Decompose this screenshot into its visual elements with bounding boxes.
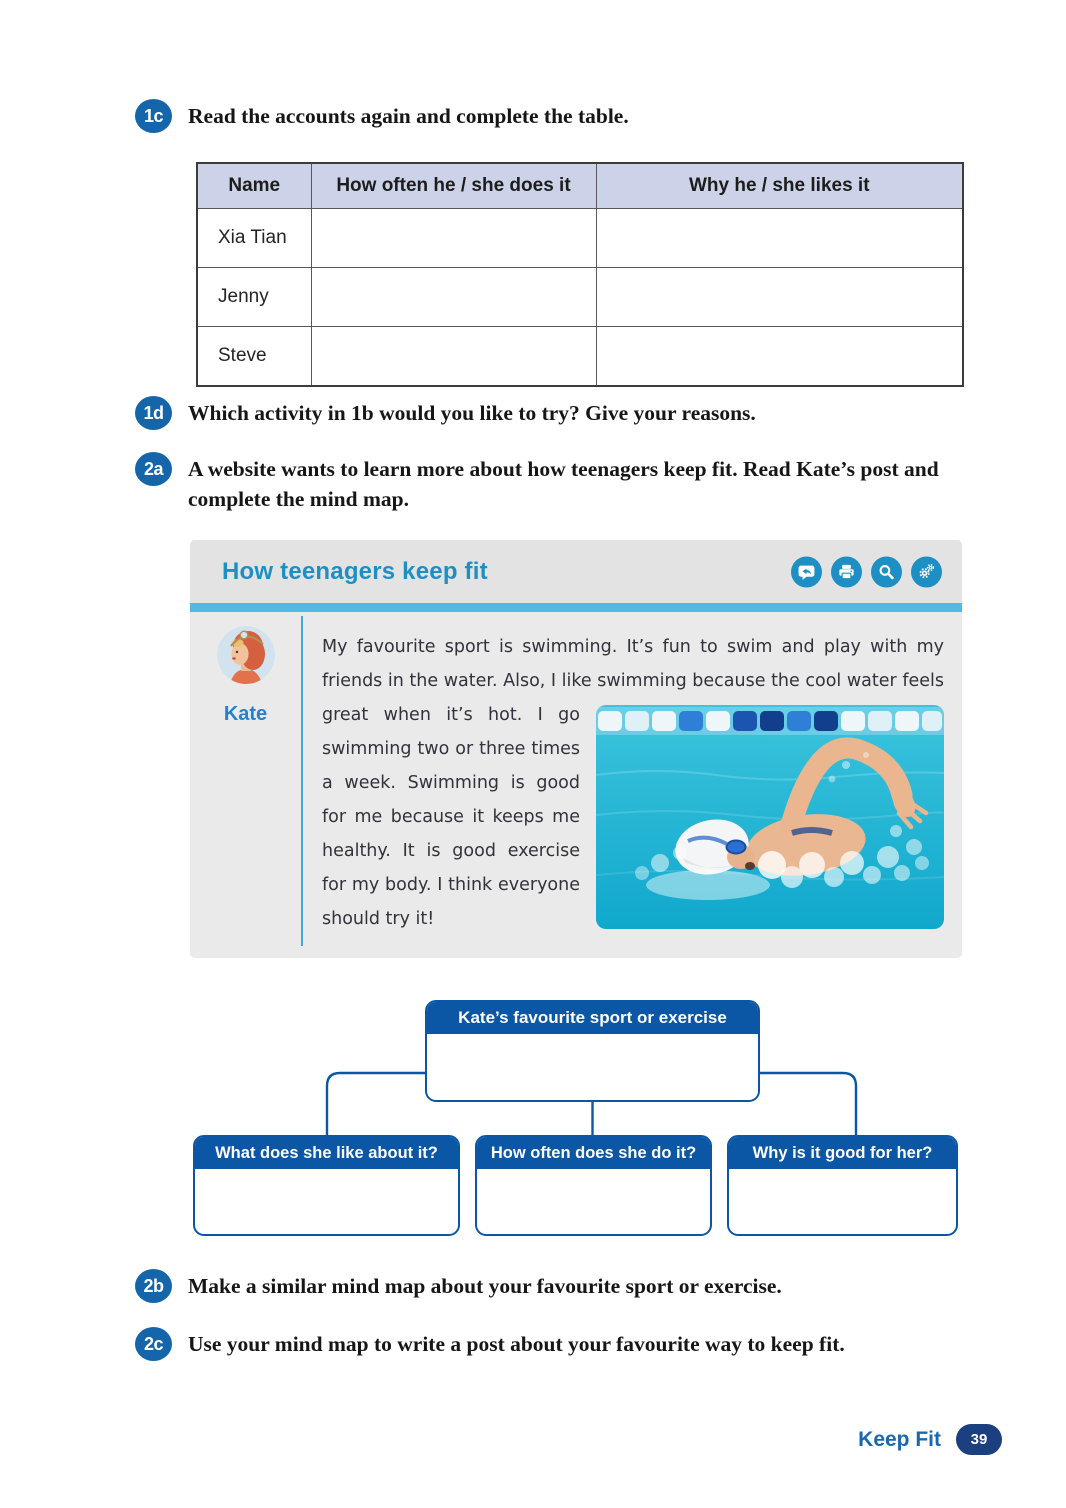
search-icon-glyph <box>877 562 896 581</box>
exercise-2b-badge: 2b <box>135 1269 172 1303</box>
post-area <box>190 612 962 958</box>
reply-icon[interactable] <box>791 556 822 587</box>
exercise-1c-badge: 1c <box>135 99 172 133</box>
table-cell-why <box>596 327 963 387</box>
mindmap-top-box-answer-area <box>427 1034 758 1100</box>
accounts-table <box>196 162 964 387</box>
print-icon[interactable] <box>831 556 862 587</box>
exercise-1c-instruction: Read the accounts again and complete the table. <box>188 104 629 128</box>
settings-icon[interactable] <box>911 556 942 587</box>
mindmap-box-why-good-answer-area <box>729 1169 956 1234</box>
post-text-intro: My favourite sport is swimming. It’s fun to swim and play with my friends in the water. Also, I like swimming because the cool water <box>322 637 944 691</box>
table-row <box>197 327 963 387</box>
post-text-body: feels great when it’s hot. I go swimming two or three times a week. Swimming is good for me because it keeps me healthy. It is good exercise for my body. I think everyone should try it! <box>322 671 944 929</box>
exercise-2c-instruction: Use your mind map to write a post about your favourite way to keep fit. <box>188 1332 845 1356</box>
swimmer-photo <box>596 705 944 929</box>
mindmap-box-how-often-title: How often does she do it? <box>477 1137 710 1169</box>
mindmap-box-why-good-title: Why is it good for her? <box>729 1137 956 1169</box>
kate-avatar <box>217 626 275 684</box>
exercise-2b-instruction: Make a similar mind map about your favourite sport or exercise. <box>188 1274 782 1298</box>
table-row <box>197 268 963 327</box>
exercise-2c <box>135 1330 1015 1361</box>
exercise-2a-instruction: A website wants to learn more about how teenagers keep fit. Read Kate’s post and complete the mind map. <box>188 457 939 511</box>
mindmap-box-how-often <box>475 1135 712 1236</box>
swimming-pool-photo <box>596 705 944 929</box>
search-icon[interactable] <box>871 556 902 587</box>
vertical-separator <box>301 616 303 946</box>
website-panel <box>190 540 962 958</box>
table-cell-how-often <box>311 268 596 327</box>
mindmap-box-how-often-answer-area <box>477 1169 710 1234</box>
table-cell-how-often <box>311 327 596 387</box>
mindmap-box-like-title: What does she like about it? <box>195 1137 458 1169</box>
page-number-badge: 39 <box>956 1424 1002 1455</box>
print-icon-glyph <box>837 562 856 581</box>
table-cell-why <box>596 209 963 268</box>
page-footer <box>858 1424 1002 1455</box>
table-cell-why <box>596 268 963 327</box>
website-toolbar <box>791 556 942 587</box>
exercise-2b <box>135 1272 995 1303</box>
website-header <box>190 540 962 603</box>
table-header-name: Name <box>197 163 311 209</box>
post-text <box>322 630 944 939</box>
website-title: How teenagers keep fit <box>222 557 488 585</box>
mindmap-box-like <box>193 1135 460 1236</box>
exercise-1d <box>135 399 995 430</box>
exercise-1c <box>135 102 965 133</box>
post-author-column <box>190 626 301 726</box>
exercise-1d-instruction: Which activity in 1b would you like to try? Give your reasons. <box>188 401 756 425</box>
exercise-2a-badge: 2a <box>135 452 172 486</box>
table-row <box>197 209 963 268</box>
table-header-row <box>197 163 963 209</box>
table-header-why: Why he / she likes it <box>596 163 963 209</box>
mindmap-box-why-good <box>727 1135 958 1236</box>
header-divider <box>190 603 962 612</box>
girl-swimmer-avatar-icon <box>217 626 275 684</box>
exercise-2c-badge: 2c <box>135 1327 172 1361</box>
table-cell-name: Xia Tian <box>197 209 311 268</box>
exercise-1d-badge: 1d <box>135 396 172 430</box>
mindmap-top-box-title: Kate’s favourite sport or exercise <box>427 1002 758 1034</box>
exercise-2a <box>135 455 975 514</box>
reply-icon-glyph <box>797 562 816 581</box>
mindmap-box-like-answer-area <box>195 1169 458 1234</box>
post-author-name: Kate <box>223 703 268 725</box>
table-header-how-often: How often he / she does it <box>311 163 596 209</box>
mindmap-top-box <box>425 1000 760 1102</box>
settings-icon-glyph <box>917 562 936 581</box>
table-cell-how-often <box>311 209 596 268</box>
table-cell-name: Steve <box>197 327 311 387</box>
table-cell-name: Jenny <box>197 268 311 327</box>
unit-title: Keep Fit <box>858 1427 941 1451</box>
